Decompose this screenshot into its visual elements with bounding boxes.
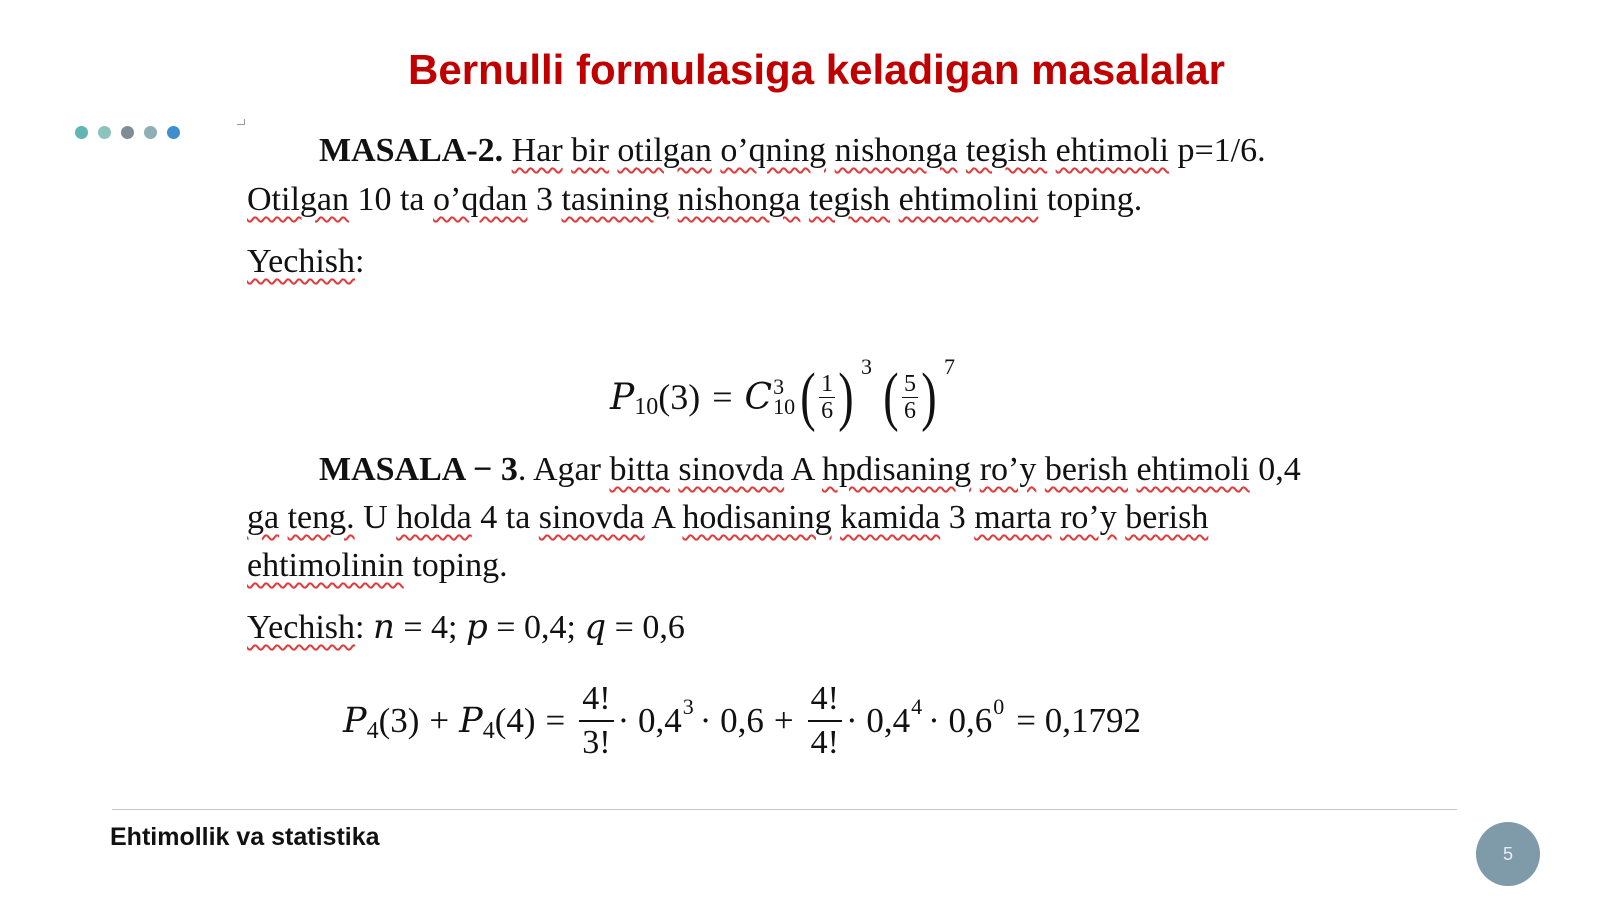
word: toping. — [1046, 181, 1143, 218]
variable-p: p — [466, 607, 488, 647]
word: berish — [1044, 451, 1128, 488]
formula-plus: + — [773, 701, 794, 740]
fraction-numerator: 4! — [808, 678, 842, 722]
word: 3 — [948, 499, 966, 536]
fraction-denominator: 6 — [904, 397, 917, 424]
masala-2-block — [247, 126, 1317, 286]
paren-right: ) — [838, 360, 854, 433]
word: ehtimoli — [1136, 451, 1250, 488]
formula-paren-group — [797, 360, 857, 433]
word: ehtimoli — [1055, 132, 1169, 169]
formula-term: · 0,4 — [845, 701, 911, 740]
word: 4 ta — [480, 499, 531, 536]
word: hodisaning — [682, 499, 832, 536]
formula-exponent: 4 — [911, 694, 923, 719]
masala-2-label: MASALA-2. — [319, 132, 504, 169]
word: sinovda — [678, 451, 785, 488]
word: otilgan — [617, 132, 712, 169]
word: nishonga — [834, 132, 958, 169]
formula-argument: (3) — [658, 377, 701, 417]
decoration-dot — [98, 126, 111, 139]
decoration-dot — [75, 126, 88, 139]
paren-left: ( — [800, 360, 816, 433]
word: ro’y — [979, 451, 1037, 488]
colon: : — [355, 609, 365, 646]
decoration-dots — [75, 126, 180, 139]
formula-subscript: 10 — [634, 393, 659, 420]
formula-masala-2 — [610, 352, 955, 442]
formula-argument: (3) — [378, 701, 420, 740]
formula-plus: + — [429, 701, 450, 740]
word: A — [651, 499, 674, 536]
word: berish — [1125, 499, 1209, 536]
masala-2-solution-label — [247, 237, 1317, 286]
word: Agar — [532, 451, 601, 488]
formula-argument: (4) — [494, 701, 536, 740]
fraction-denominator: 3! — [582, 724, 611, 761]
formula-subscript: 10 — [773, 394, 796, 419]
word: tegish — [965, 132, 1048, 169]
word: nishonga — [677, 181, 801, 218]
word: 0,4 — [1258, 451, 1301, 488]
word: 3 — [535, 181, 553, 218]
word: bitta — [609, 451, 670, 488]
formula-exponent: 3 — [861, 354, 873, 379]
formula-symbol: P — [610, 376, 635, 418]
formula-term: · 0,4 — [617, 701, 682, 740]
word: U — [363, 499, 388, 536]
variable-value: = 4; — [403, 609, 458, 646]
footer-course-title: Ehtimollik va statistika — [110, 823, 380, 851]
word: Har — [511, 132, 563, 169]
word: kamida — [840, 499, 941, 536]
masala-3-text — [247, 446, 1317, 590]
slide-title: Bernulli formulasiga keladigan masalalar — [408, 46, 1225, 93]
word: teng. — [287, 499, 355, 536]
formula-symbol: C — [744, 376, 773, 418]
solution-word: Yechish — [247, 609, 356, 646]
formula-fraction — [579, 678, 613, 764]
formula-subscript: 4 — [482, 717, 495, 744]
word: p=1/6. — [1177, 132, 1266, 169]
variable-value: = 0,6 — [614, 609, 685, 646]
formula-subsup — [773, 374, 796, 419]
variable-value: = 0,4; — [496, 609, 576, 646]
formula-exponent: 3 — [682, 694, 694, 719]
word: o’qning — [720, 132, 827, 169]
formula-term: · 0,6 — [699, 701, 764, 740]
paren-right: ) — [921, 360, 937, 433]
formula-superscript: 3 — [773, 374, 785, 399]
formula-fraction — [819, 371, 835, 424]
formula-symbol: P — [459, 701, 483, 741]
word: tasining — [561, 181, 670, 218]
formula-masala-3 — [343, 675, 1141, 767]
masala-3-block — [247, 446, 1317, 590]
formula-fraction — [808, 678, 842, 764]
word: 10 ta — [357, 181, 425, 218]
formula-equals: = — [545, 701, 566, 740]
formula-subscript: 4 — [366, 717, 379, 744]
paren-left: ( — [883, 360, 899, 433]
formula-symbol: P — [343, 701, 367, 741]
formula-exponent: 7 — [944, 354, 956, 379]
variable-n: n — [372, 607, 395, 647]
word: toping. — [412, 547, 508, 584]
fraction-numerator: 1 — [821, 370, 834, 397]
fraction-denominator: 6 — [821, 397, 834, 424]
solution-variables — [373, 609, 685, 646]
paragraph-corner-mark — [237, 119, 245, 125]
word: sinovda — [538, 499, 645, 536]
solution-word: Yechish — [247, 243, 356, 280]
word: tegish — [808, 181, 891, 218]
word: hpdisaning — [821, 451, 972, 488]
word: ehtimolini — [898, 181, 1039, 218]
word: ga — [247, 499, 280, 536]
formula-exponent: 0 — [993, 694, 1005, 719]
word: ehtimolinin — [247, 547, 404, 584]
page-number-badge: 5 — [1476, 822, 1540, 886]
decoration-dot — [167, 126, 180, 139]
period: . — [517, 451, 527, 488]
fraction-numerator: 5 — [904, 370, 917, 397]
formula-term: · 0,6 — [928, 701, 993, 740]
formula-equals: = — [712, 377, 733, 417]
masala-3-label: MASALA − 3 — [319, 451, 518, 488]
masala-2-text — [247, 126, 1317, 224]
word: A — [790, 451, 814, 488]
masala-3-solution-line — [247, 603, 685, 652]
decoration-dot — [121, 126, 134, 139]
colon: : — [355, 243, 365, 280]
word: ro’y — [1060, 499, 1117, 536]
formula-paren-group — [880, 360, 940, 433]
word: marta — [974, 499, 1052, 536]
word: holda — [396, 499, 472, 536]
word: bir — [571, 132, 609, 169]
footer-divider — [112, 809, 1457, 810]
decoration-dot — [144, 126, 157, 139]
fraction-numerator: 4! — [579, 678, 613, 722]
formula-fraction — [902, 371, 918, 424]
variable-q: q — [584, 607, 607, 647]
formula-result: = 0,1792 — [1016, 701, 1142, 740]
word: Otilgan — [247, 181, 349, 218]
word: o’qdan — [433, 181, 528, 218]
fraction-denominator: 4! — [810, 724, 839, 761]
